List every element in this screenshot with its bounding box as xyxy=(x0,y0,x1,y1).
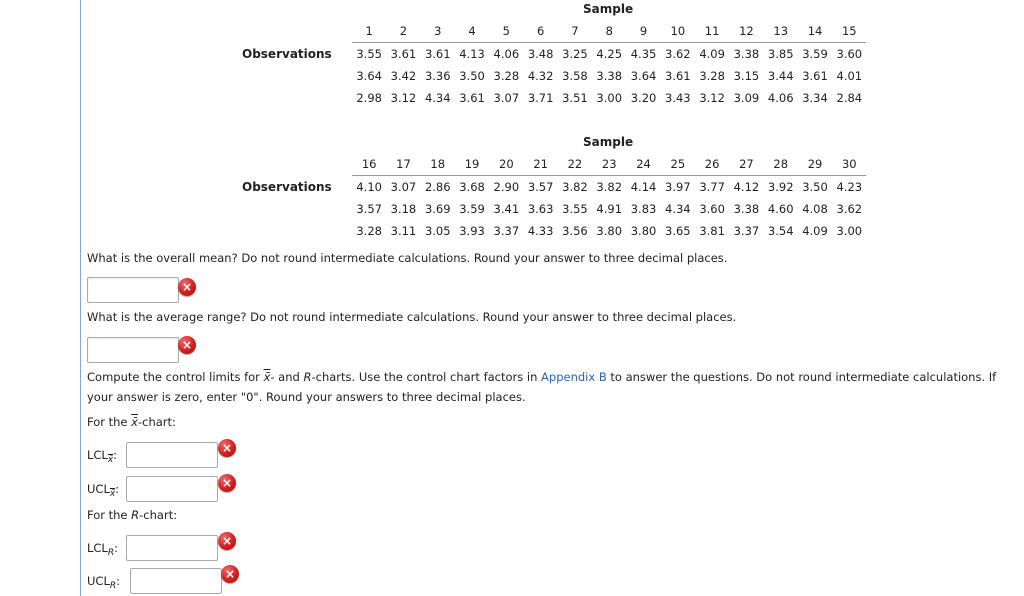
sample-header-row xyxy=(352,24,866,43)
observation-value: 4.34 xyxy=(665,202,691,216)
observation-value: 3.97 xyxy=(665,180,691,194)
observation-value: 3.65 xyxy=(665,224,691,238)
observation-value: 3.55 xyxy=(562,202,588,216)
observation-value: 3.36 xyxy=(424,69,451,83)
appendix-b-link[interactable]: Appendix B xyxy=(541,370,607,384)
ucl-xbar-input[interactable] xyxy=(126,476,218,502)
observation-value: 3.37 xyxy=(493,224,520,238)
observation-value: 3.38 xyxy=(596,69,623,83)
observation-value: 3.07 xyxy=(390,180,417,194)
observation-value: 3.62 xyxy=(836,202,863,216)
observation-value: 3.59 xyxy=(459,202,485,216)
observation-value: 4.09 xyxy=(802,224,828,238)
observation-value: 4.91 xyxy=(596,202,623,216)
observation-value: 3.50 xyxy=(459,69,485,83)
observation-value: 3.93 xyxy=(459,224,485,238)
observation-value: 3.56 xyxy=(562,224,588,238)
observation-value: 3.81 xyxy=(699,224,725,238)
observation-value: 3.25 xyxy=(562,47,588,61)
lcl-r-input[interactable] xyxy=(126,535,218,561)
observation-value: 3.58 xyxy=(562,69,588,83)
observation-value: 2.90 xyxy=(493,180,520,194)
observation-value: 4.14 xyxy=(630,180,657,194)
observation-value: 3.69 xyxy=(424,202,451,216)
incorrect-icon: × xyxy=(178,278,196,296)
observation-row xyxy=(352,224,866,238)
observation-value: 3.37 xyxy=(733,224,760,238)
observation-value: 3.12 xyxy=(390,91,417,105)
sample-number: 30 xyxy=(841,157,857,171)
observation-value: 2.98 xyxy=(356,91,382,105)
question-text: -charts. Use the control chart factors in xyxy=(311,370,542,384)
observation-value: 3.59 xyxy=(802,47,828,61)
observation-value: 4.25 xyxy=(596,47,623,61)
observation-value: 3.41 xyxy=(493,202,520,216)
content-frame-border xyxy=(80,0,81,596)
observation-value: 4.13 xyxy=(459,47,485,61)
observation-value: 3.12 xyxy=(699,91,725,105)
observation-value: 3.61 xyxy=(459,91,485,105)
observation-row xyxy=(352,69,866,83)
observation-value: 4.10 xyxy=(356,180,382,194)
sample-number: 12 xyxy=(739,24,754,38)
observation-value: 3.60 xyxy=(836,47,863,61)
sample-number: 10 xyxy=(670,24,686,38)
sample-number: 13 xyxy=(773,24,789,38)
observation-row xyxy=(352,180,866,194)
observation-value: 3.68 xyxy=(459,180,485,194)
sample-number: 21 xyxy=(533,157,548,171)
observation-value: 4.34 xyxy=(424,91,451,105)
table-title: Sample xyxy=(583,2,634,16)
observation-value: 2.86 xyxy=(424,180,451,194)
observation-value: 3.15 xyxy=(733,69,760,83)
observation-value: 3.60 xyxy=(699,202,725,216)
sample-number: 15 xyxy=(841,24,857,38)
sample-number: 9 xyxy=(639,24,648,38)
sample-number: 5 xyxy=(502,24,510,38)
sample-number: 27 xyxy=(739,157,754,171)
sample-number: 28 xyxy=(773,157,789,171)
sample-number: 3 xyxy=(434,24,442,38)
incorrect-icon: × xyxy=(218,474,236,492)
observations-label: Observations xyxy=(242,47,332,61)
observation-value: 3.85 xyxy=(767,47,794,61)
observation-value: 3.57 xyxy=(527,180,554,194)
observation-value: 3.61 xyxy=(802,69,828,83)
observation-value: 4.08 xyxy=(802,202,828,216)
observation-value: 2.84 xyxy=(836,91,863,105)
observation-value: 3.61 xyxy=(665,69,691,83)
observation-value: 3.82 xyxy=(562,180,588,194)
observation-value: 4.06 xyxy=(767,91,794,105)
observation-value: 3.07 xyxy=(493,91,520,105)
observation-value: 3.62 xyxy=(665,47,691,61)
observation-value: 3.61 xyxy=(424,47,451,61)
observation-value: 3.18 xyxy=(390,202,417,216)
ucl-xbar-label: $UCL_{x̄}$: xyxy=(87,482,120,499)
sample-number: 11 xyxy=(704,24,720,38)
sample-number: 2 xyxy=(399,24,408,38)
observation-value: 3.71 xyxy=(527,91,554,105)
question-text: Compute the control limits for xyxy=(87,370,264,384)
question-control-limits xyxy=(87,367,1012,407)
observation-value: 3.64 xyxy=(356,69,382,83)
observation-value: 4.09 xyxy=(699,47,725,61)
observation-value: 3.54 xyxy=(767,224,794,238)
sample-number: 14 xyxy=(807,24,823,38)
observation-value: 3.11 xyxy=(390,224,417,238)
sample-number: 24 xyxy=(636,157,651,171)
observations-label: Observations xyxy=(242,180,332,194)
sample-number: 17 xyxy=(396,157,411,171)
xbar-chart-heading: For the x̄-chart: xyxy=(87,415,176,429)
observation-value: 3.00 xyxy=(836,224,863,238)
observation-value: 3.00 xyxy=(596,91,623,105)
lcl-r-label: $LCL_R$: xyxy=(87,541,118,558)
lcl-xbar-input[interactable] xyxy=(126,442,218,468)
incorrect-icon: × xyxy=(178,336,196,354)
observation-value: 3.63 xyxy=(527,202,554,216)
sample-number: 22 xyxy=(567,157,583,171)
sample-number: 23 xyxy=(601,157,617,171)
sample-number: 18 xyxy=(430,157,446,171)
observation-value: 4.35 xyxy=(630,47,657,61)
question-text: - and xyxy=(270,370,304,384)
sample-number: 8 xyxy=(605,24,613,38)
observation-value: 3.38 xyxy=(733,202,760,216)
x-bar-symbol: x̄ xyxy=(263,370,271,384)
sample-header-row xyxy=(352,157,866,176)
observation-value: 3.34 xyxy=(802,91,828,105)
observation-value: 3.77 xyxy=(699,180,725,194)
observation-row xyxy=(352,47,866,61)
incorrect-icon: × xyxy=(218,439,236,457)
overall-mean-input[interactable] xyxy=(87,277,179,303)
question-average-range: What is the average range? Do not round intermediate calculations. Round your answer to three decimal places. xyxy=(87,310,737,324)
observation-value: 4.01 xyxy=(836,69,863,83)
observation-value: 4.32 xyxy=(527,69,554,83)
observation-row xyxy=(352,202,866,216)
sample-number: 1 xyxy=(365,24,373,38)
observation-value: 3.92 xyxy=(767,180,794,194)
sample-number: 4 xyxy=(468,24,476,38)
ucl-r-label: $UCL_R$: xyxy=(87,574,120,591)
observation-value: 3.80 xyxy=(596,224,623,238)
observation-value: 3.28 xyxy=(356,224,382,238)
question-overall-mean: What is the overall mean? Do not round intermediate calculations. Round your answer to three decimal places. xyxy=(87,251,728,265)
observation-value: 4.12 xyxy=(733,180,760,194)
observation-value: 4.06 xyxy=(493,47,520,61)
observation-value: 3.05 xyxy=(424,224,451,238)
ucl-r-input[interactable] xyxy=(130,568,222,594)
sample-number: 6 xyxy=(536,24,545,38)
sample-number: 25 xyxy=(670,157,686,171)
observation-value: 3.83 xyxy=(630,202,657,216)
sample-number: 16 xyxy=(361,157,377,171)
observation-value: 3.55 xyxy=(356,47,382,61)
table-title: Sample xyxy=(583,135,634,149)
incorrect-icon: × xyxy=(218,532,236,550)
sample-number: 7 xyxy=(571,24,579,38)
sample-number: 26 xyxy=(704,157,720,171)
observation-value: 3.61 xyxy=(390,47,417,61)
observation-value: 3.20 xyxy=(630,91,657,105)
observation-value: 3.43 xyxy=(665,91,691,105)
sample-number: 19 xyxy=(464,157,480,171)
observation-value: 3.80 xyxy=(630,224,657,238)
observation-value: 3.42 xyxy=(390,69,417,83)
average-range-input[interactable] xyxy=(87,337,179,363)
observation-value: 3.38 xyxy=(733,47,760,61)
r-chart-heading: For the R-chart: xyxy=(87,508,178,522)
sample-number: 20 xyxy=(499,157,514,171)
observation-value: 3.28 xyxy=(493,69,520,83)
observation-value: 3.28 xyxy=(699,69,725,83)
lcl-xbar-label: $LCL_{x̄}$: xyxy=(87,448,118,465)
question-text: to answer the questions. Do not round intermediate calculations. If xyxy=(606,370,997,384)
observation-value: 4.60 xyxy=(767,202,794,216)
observation-value: 4.33 xyxy=(527,224,554,238)
observation-value: 3.57 xyxy=(356,202,382,216)
sample-number: 29 xyxy=(807,157,823,171)
observation-value: 3.09 xyxy=(733,91,760,105)
r-symbol: R xyxy=(303,370,312,384)
observation-value: 3.50 xyxy=(802,180,828,194)
observation-value: 3.64 xyxy=(630,69,657,83)
observation-value: 4.23 xyxy=(836,180,863,194)
observation-value: 3.48 xyxy=(527,47,554,61)
observation-value: 3.51 xyxy=(562,91,588,105)
question-text: your answer is zero, enter "0". Round your answers to three decimal places. xyxy=(87,390,526,404)
observation-value: 3.82 xyxy=(596,180,623,194)
incorrect-icon: × xyxy=(221,565,239,583)
observation-row xyxy=(352,91,866,105)
observation-value: 3.44 xyxy=(767,69,794,83)
